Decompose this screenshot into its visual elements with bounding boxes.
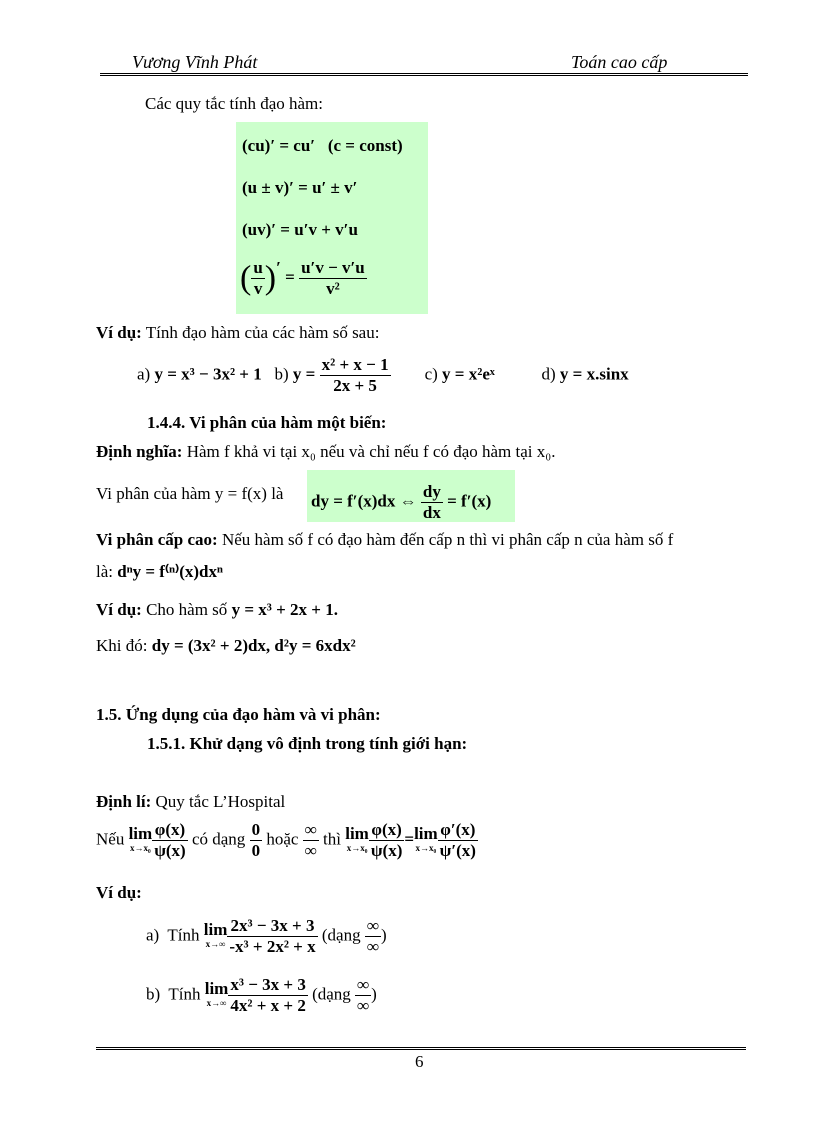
- rules-intro: Các quy tắc tính đạo hàm:: [145, 94, 323, 113]
- header-author: Vương Vĩnh Phát: [132, 52, 258, 72]
- theorem-label: Định lí:: [96, 792, 152, 811]
- example3-label: Ví dụ:: [96, 883, 142, 902]
- example1-b-den: 2x + 5: [333, 376, 377, 395]
- example3-b: b) Tính lim x→∞ $\frac{\text{x³ − 3x + 3}}{\text{4x² + x + 2}}$ (dạng $\frac{\infty}{\infty}$ ): [146, 975, 377, 1015]
- hospital-rule: Nếu lim x→x₀ $\frac{\varphi(x)}{\psi(x)}$ có dạng $\frac{0}{0}$ hoặc $\frac{\infty}{\infty}$ thì lim x→x₀ $\frac{\varphi(x)}{\psi(x)}$ = lim x→x₀ $\frac{\varphi'(x)}{\psi'(x)}$: [96, 820, 476, 860]
- section-1-4-4-heading: 1.4.4. Vi phân của hàm một biến:: [147, 413, 387, 432]
- header-subject: Toán cao cấp: [571, 52, 668, 72]
- example1-items: a) y = x³ − 3x² + 1 b) y = $\frac{\text{x² + x − 1}}{2x + 5}$ c) y = x²eˣ d) y = x.sinx: [137, 355, 629, 395]
- example2-line: [96, 600, 338, 620]
- theorem-line: [96, 792, 285, 812]
- higher-order-line2: là: dⁿy = f⁽ⁿ⁾(x)dxⁿ: [96, 562, 223, 581]
- then-line: [96, 636, 356, 656]
- example3-a: a) Tính lim x→∞ $\frac{\text{2x³ − 3x + 3}}{\text{-x³ + 2x² + x}}$ (dạng $\frac{\infty}{\infty}$ ): [146, 916, 387, 956]
- differential-line: [96, 484, 283, 504]
- example1-line: [96, 323, 379, 343]
- example2-label: Ví dụ:: [96, 600, 142, 619]
- rule-quotient: ( $\frac{u}{v}$ )′ = $\frac{u'v - v'u}{\text{v²}}$: [240, 258, 365, 298]
- example1-b-num: x² + x − 1: [321, 355, 389, 374]
- quotient-lhs-num: u: [253, 258, 263, 277]
- example1-label: Ví dụ:: [96, 323, 142, 342]
- then-expr: dy = (3x² + 2)dx, d²y = 6xdx²: [151, 636, 356, 655]
- section-1-5-1-heading: 1.5.1. Khử dạng vô định trong tính giới hạn:: [147, 734, 468, 753]
- differential-box: dy = f′(x)dx ⇔ $\frac{dy}{dx}$ = f′(x): [307, 470, 515, 522]
- quotient-num: u′v − v′u: [301, 258, 365, 277]
- example2-expr: y = x³ + 2x + 1.: [231, 600, 338, 619]
- higher-order-label: Vi phân cấp cao:: [96, 530, 218, 549]
- example1-c-expr: y = x²eˣ: [442, 364, 495, 384]
- page-number: 6: [415, 1052, 424, 1071]
- rule-constant-note: (c = const): [327, 136, 403, 155]
- higher-order-line: [96, 530, 673, 550]
- differential-text: Vi phân của hàm y = f(x) là: [96, 484, 284, 503]
- higher-order-expr: dⁿy = f⁽ⁿ⁾(x)dxⁿ: [117, 562, 223, 581]
- example1-text: Tính đạo hàm của các hàm số sau:: [145, 323, 380, 342]
- header-rule: [100, 73, 748, 78]
- rule-constant-multiple: (cu)′ = cu′ (c = const): [242, 136, 403, 155]
- section-1-5-heading: 1.5. Ứng dụng của đạo hàm và vi phân:: [96, 705, 381, 724]
- definition-label: Định nghĩa:: [96, 442, 183, 461]
- definition-text: Hàm f khả vi tại x₀ nếu và chỉ nếu f có đạo hàm tại x₀.: [186, 442, 556, 461]
- then-text: Khi đó:: [96, 636, 148, 655]
- differential-expr: dy = f′(x)dx ⇔: [311, 491, 417, 511]
- definition-line: [96, 442, 555, 462]
- theorem-text: Quy tắc L’Hospital: [155, 792, 286, 811]
- differential-rhs: = f′(x): [447, 491, 492, 511]
- quotient-den: v²: [326, 279, 340, 298]
- rule-product: (uv)′ = u′v + v′u: [242, 220, 358, 239]
- higher-order-text: Nếu hàm số f có đạo hàm đến cấp n thì vi phân cấp n của hàm số f: [221, 530, 674, 549]
- example1-a-expr: y = x³ − 3x² + 1: [154, 364, 262, 384]
- example1-d-expr: y = x.sinx: [559, 364, 629, 384]
- quotient-lhs-den: v: [253, 279, 263, 298]
- derivative-rules-box: [236, 122, 428, 314]
- example2-text: Cho hàm số: [146, 600, 228, 619]
- rule-sum: (u ± v)′ = u′ ± v′: [242, 178, 358, 197]
